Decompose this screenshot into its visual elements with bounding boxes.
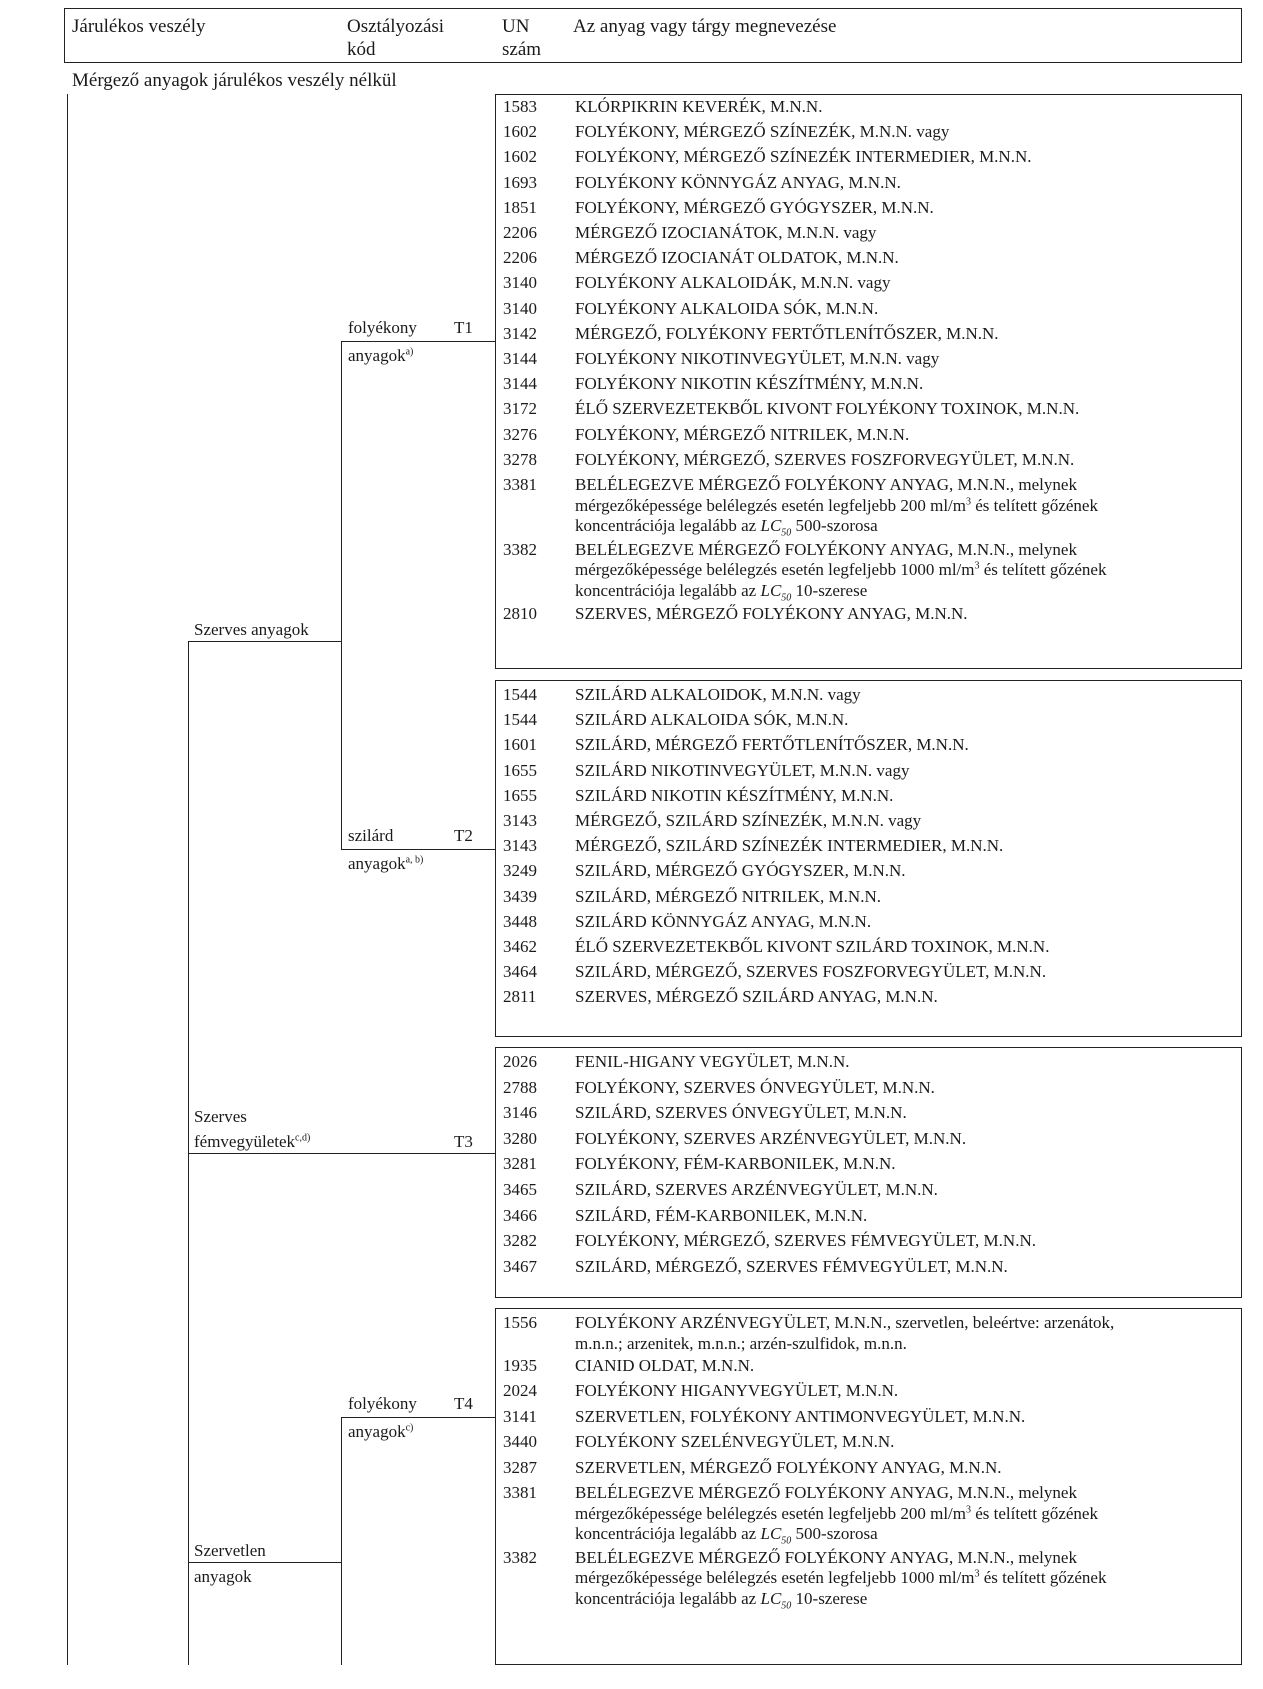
substance-name: SZILÁRD, MÉRGEZŐ FERTŐTLENÍTŐSZER, M.N.N. xyxy=(575,735,969,755)
code-t2: T2 xyxy=(454,826,473,845)
un-number: 1851 xyxy=(503,197,537,217)
un-number: 1556 xyxy=(503,1313,537,1332)
un-number: 3146 xyxy=(503,1103,537,1123)
un-number: 3143 xyxy=(503,811,537,830)
header-megnevezes: Az anyag vagy tárgy megnevezése xyxy=(573,16,837,37)
substance-name: BELÉLEGEZVE MÉRGEZŐ FOLYÉKONY ANYAG, M.N.N., melynek mérgezőképessége belélegzés esetén legfeljebb 200 $ml/m^3$ és telített gőzének koncentrációja legalább az $LC_{50}$ 500-szorosa xyxy=(575,1483,1098,1547)
header-jarulekos-veszely: Járulékos veszély xyxy=(72,16,206,37)
list-t4 xyxy=(503,1313,1233,1663)
substance-name: MÉRGEZŐ, SZILÁRD SZÍNEZÉK, M.N.N. vagy xyxy=(575,811,922,830)
substance-name: MÉRGEZŐ IZOCIANÁTOK, M.N.N. vagy xyxy=(575,223,877,242)
code-t3: T3 xyxy=(454,1132,473,1151)
un-number: 2811 xyxy=(503,987,537,1007)
section-title: Mérgező anyagok járulékos veszély nélkül xyxy=(72,70,397,91)
un-number: 3382 xyxy=(503,1547,537,1567)
label-szervetlen-2: anyagok xyxy=(194,1567,252,1586)
label-szerves-anyagok: Szerves anyagok xyxy=(194,620,309,639)
substance-name: ÉLŐ SZERVEZETEKBŐL KIVONT FOLYÉKONY TOXINOK, M.N.N. xyxy=(575,399,1080,419)
substance-name: SZILÁRD NIKOTINVEGYÜLET, M.N.N. vagy xyxy=(575,760,910,780)
substance-name: SZILÁRD, MÉRGEZŐ NITRILEK, M.N.N. xyxy=(575,886,881,906)
header-un: UN xyxy=(502,16,530,37)
un-number: 3448 xyxy=(503,911,537,931)
un-number: 3144 xyxy=(503,349,537,368)
substance-name: SZILÁRD, MÉRGEZŐ, SZERVES FÉMVEGYÜLET, M.N.N. xyxy=(575,1256,1008,1276)
substance-name: SZERVES, MÉRGEZŐ SZILÁRD ANYAG, M.N.N. xyxy=(575,987,938,1007)
label-szerves-fem-2: fémvegyületek$^{c,d)}$ xyxy=(194,1132,311,1151)
un-number: 1544 xyxy=(503,710,537,730)
substance-name: SZERVES, MÉRGEZŐ FOLYÉKONY ANYAG, M.N.N. xyxy=(575,604,968,623)
un-number: 1601 xyxy=(503,735,537,755)
un-number: 3140 xyxy=(503,298,537,318)
substance-name: FOLYÉKONY SZELÉNVEGYÜLET, M.N.N. xyxy=(575,1432,895,1452)
label-szilard: szilárd xyxy=(348,826,394,845)
un-number: 2206 xyxy=(503,223,537,242)
un-number: 3287 xyxy=(503,1457,537,1477)
header-szam: szám xyxy=(502,39,542,60)
un-number: 3278 xyxy=(503,449,537,469)
un-number: 1693 xyxy=(503,172,537,192)
substance-name: SZILÁRD, SZERVES ÓNVEGYÜLET, M.N.N. xyxy=(575,1103,907,1123)
substance-name: FOLYÉKONY, MÉRGEZŐ, SZERVES FÉMVEGYÜLET, M.N.N. xyxy=(575,1231,1036,1251)
substance-name: FOLYÉKONY ALKALOIDÁK, M.N.N. vagy xyxy=(575,273,891,293)
list-t1 xyxy=(503,97,1233,667)
un-number: 3465 xyxy=(503,1180,537,1199)
un-number: 3143 xyxy=(503,836,537,856)
substance-name: SZILÁRD, MÉRGEZŐ GYÓGYSZER, M.N.N. xyxy=(575,861,906,881)
un-number: 3439 xyxy=(503,886,537,906)
substance-name: SZILÁRD ALKALOIDOK, M.N.N. vagy xyxy=(575,685,861,704)
un-number: 3381 xyxy=(503,1483,537,1502)
substance-name: FOLYÉKONY, MÉRGEZŐ SZÍNEZÉK INTERMEDIER, M.N.N. xyxy=(575,147,1032,167)
substance-name: FOLYÉKONY HIGANYVEGYÜLET, M.N.N. xyxy=(575,1381,899,1401)
substance-name: CIANID OLDAT, M.N.N. xyxy=(575,1356,755,1375)
label-anyagok-c: anyagok$^{c)}$ xyxy=(348,1422,414,1441)
un-number: 3464 xyxy=(503,962,537,982)
substance-name: SZERVETLEN, FOLYÉKONY ANTIMONVEGYÜLET, M.N.N. xyxy=(575,1406,1026,1426)
un-number: 3276 xyxy=(503,424,537,444)
un-number: 1602 xyxy=(503,147,537,167)
label-szervetlen-1: Szervetlen xyxy=(194,1541,266,1560)
un-number: 1655 xyxy=(503,785,537,805)
tree-trunk-line xyxy=(67,94,68,1665)
substance-name: SZILÁRD ALKALOIDA SÓK, M.N.N. xyxy=(575,710,849,730)
un-number: 3462 xyxy=(503,937,537,956)
substance-name: FENIL-HIGANY VEGYÜLET, M.N.N. xyxy=(575,1052,850,1071)
un-number: 3249 xyxy=(503,861,537,881)
un-number: 3140 xyxy=(503,273,537,293)
code-t1: T1 xyxy=(454,318,473,337)
un-number: 3281 xyxy=(503,1154,537,1174)
un-number: 1544 xyxy=(503,685,537,704)
un-number: 3381 xyxy=(503,475,537,494)
substance-name: SZILÁRD, MÉRGEZŐ, SZERVES FOSZFORVEGYÜLET, M.N.N. xyxy=(575,962,1047,982)
substance-name: KLÓRPIKRIN KEVERÉK, M.N.N. xyxy=(575,97,823,116)
header-osztalyozasi: Osztályozási xyxy=(347,16,445,37)
un-number: 2024 xyxy=(503,1381,537,1401)
substance-name: FOLYÉKONY, MÉRGEZŐ GYÓGYSZER, M.N.N. xyxy=(575,197,934,217)
substance-name: FOLYÉKONY, MÉRGEZŐ NITRILEK, M.N.N. xyxy=(575,424,910,444)
substance-name: FOLYÉKONY ALKALOIDA SÓK, M.N.N. xyxy=(575,298,879,318)
un-number: 1602 xyxy=(503,122,537,142)
substance-name: SZERVETLEN, MÉRGEZŐ FOLYÉKONY ANYAG, M.N.N. xyxy=(575,1457,1002,1477)
substance-name: BELÉLEGEZVE MÉRGEZŐ FOLYÉKONY ANYAG, M.N.N., melynek mérgezőképessége belélegzés esetén legfeljebb 1000 $ml/m^3$ és telített gőzének koncentrációja legalább az $LC_{50}$ 10-szerese xyxy=(575,539,1107,603)
substance-name: SZILÁRD, FÉM-KARBONILEK, M.N.N. xyxy=(575,1205,868,1225)
un-number: 3282 xyxy=(503,1231,537,1251)
un-number: 2810 xyxy=(503,604,537,623)
label-anyagok-ab: anyagok$^{a, b)}$ xyxy=(348,854,424,873)
substance-name: BELÉLEGEZVE MÉRGEZŐ FOLYÉKONY ANYAG, M.N.N., melynek mérgezőképessége belélegzés esetén legfeljebb 1000 $ml/m^3$ és telített gőzének koncentrációja legalább az $LC_{50}$ 10-szerese xyxy=(575,1547,1107,1611)
substance-name: FOLYÉKONY ARZÉNVEGYÜLET, M.N.N., szervetlen, beleértve: arzenátok, m.n.n.; arzenitek, m.n.n.; arzén-szulfidok, m.n.n. xyxy=(575,1313,1115,1353)
un-number: 3144 xyxy=(503,374,537,394)
substance-name: SZILÁRD KÖNNYGÁZ ANYAG, M.N.N. xyxy=(575,911,872,931)
un-number: 3141 xyxy=(503,1406,537,1426)
substance-name: MÉRGEZŐ, FOLYÉKONY FERTŐTLENÍTŐSZER, M.N.N. xyxy=(575,323,999,343)
substance-name: MÉRGEZŐ, SZILÁRD SZÍNEZÉK INTERMEDIER, M.N.N. xyxy=(575,836,1004,856)
list-t2 xyxy=(503,685,1233,1035)
substance-name: ÉLŐ SZERVEZETEKBŐL KIVONT SZILÁRD TOXINOK, M.N.N. xyxy=(575,937,1050,956)
un-number: 3382 xyxy=(503,539,537,559)
code-t4: T4 xyxy=(454,1394,473,1413)
substance-name: FOLYÉKONY, FÉM-KARBONILEK, M.N.N. xyxy=(575,1154,896,1174)
un-number: 2206 xyxy=(503,248,537,268)
label-anyagok-a: anyagok$^{a)}$ xyxy=(348,346,414,365)
substance-name: FOLYÉKONY NIKOTIN KÉSZÍTMÉNY, M.N.N. xyxy=(575,374,924,394)
un-number: 1655 xyxy=(503,760,537,780)
label-folyekony: folyékony xyxy=(348,318,417,337)
un-number: 3280 xyxy=(503,1128,537,1148)
un-number: 3467 xyxy=(503,1256,537,1276)
un-number: 3172 xyxy=(503,399,537,419)
un-number: 2788 xyxy=(503,1077,537,1097)
substance-name: FOLYÉKONY, SZERVES ARZÉNVEGYÜLET, M.N.N. xyxy=(575,1128,967,1148)
un-number: 1935 xyxy=(503,1356,537,1375)
substance-name: FOLYÉKONY KÖNNYGÁZ ANYAG, M.N.N. xyxy=(575,172,901,192)
substance-name: FOLYÉKONY, MÉRGEZŐ SZÍNEZÉK, M.N.N. vagy xyxy=(575,122,950,142)
un-number: 3440 xyxy=(503,1432,537,1452)
label-folyekony-2: folyékony xyxy=(348,1394,417,1413)
un-number: 3466 xyxy=(503,1205,537,1225)
substance-name: FOLYÉKONY, SZERVES ÓNVEGYÜLET, M.N.N. xyxy=(575,1077,935,1097)
label-szerves-fem-1: Szerves xyxy=(194,1107,247,1126)
substance-name: FOLYÉKONY NIKOTINVEGYÜLET, M.N.N. vagy xyxy=(575,349,940,368)
substance-name: SZILÁRD NIKOTIN KÉSZÍTMÉNY, M.N.N. xyxy=(575,785,894,805)
substance-name: MÉRGEZŐ IZOCIANÁT OLDATOK, M.N.N. xyxy=(575,248,899,268)
substance-name: SZILÁRD, SZERVES ARZÉNVEGYÜLET, M.N.N. xyxy=(575,1180,938,1199)
header-kod: kód xyxy=(347,39,376,60)
un-number: 3142 xyxy=(503,323,537,343)
list-t3 xyxy=(503,1052,1233,1297)
un-number: 2026 xyxy=(503,1052,537,1071)
substance-name: BELÉLEGEZVE MÉRGEZŐ FOLYÉKONY ANYAG, M.N.N., melynek mérgezőképessége belélegzés esetén legfeljebb 200 $ml/m^3$ és telített gőzének koncentrációja legalább az $LC_{50}$ 500-szorosa xyxy=(575,475,1098,539)
substance-name: FOLYÉKONY, MÉRGEZŐ, SZERVES FOSZFORVEGYÜLET, M.N.N. xyxy=(575,449,1075,469)
un-number: 1583 xyxy=(503,97,537,116)
